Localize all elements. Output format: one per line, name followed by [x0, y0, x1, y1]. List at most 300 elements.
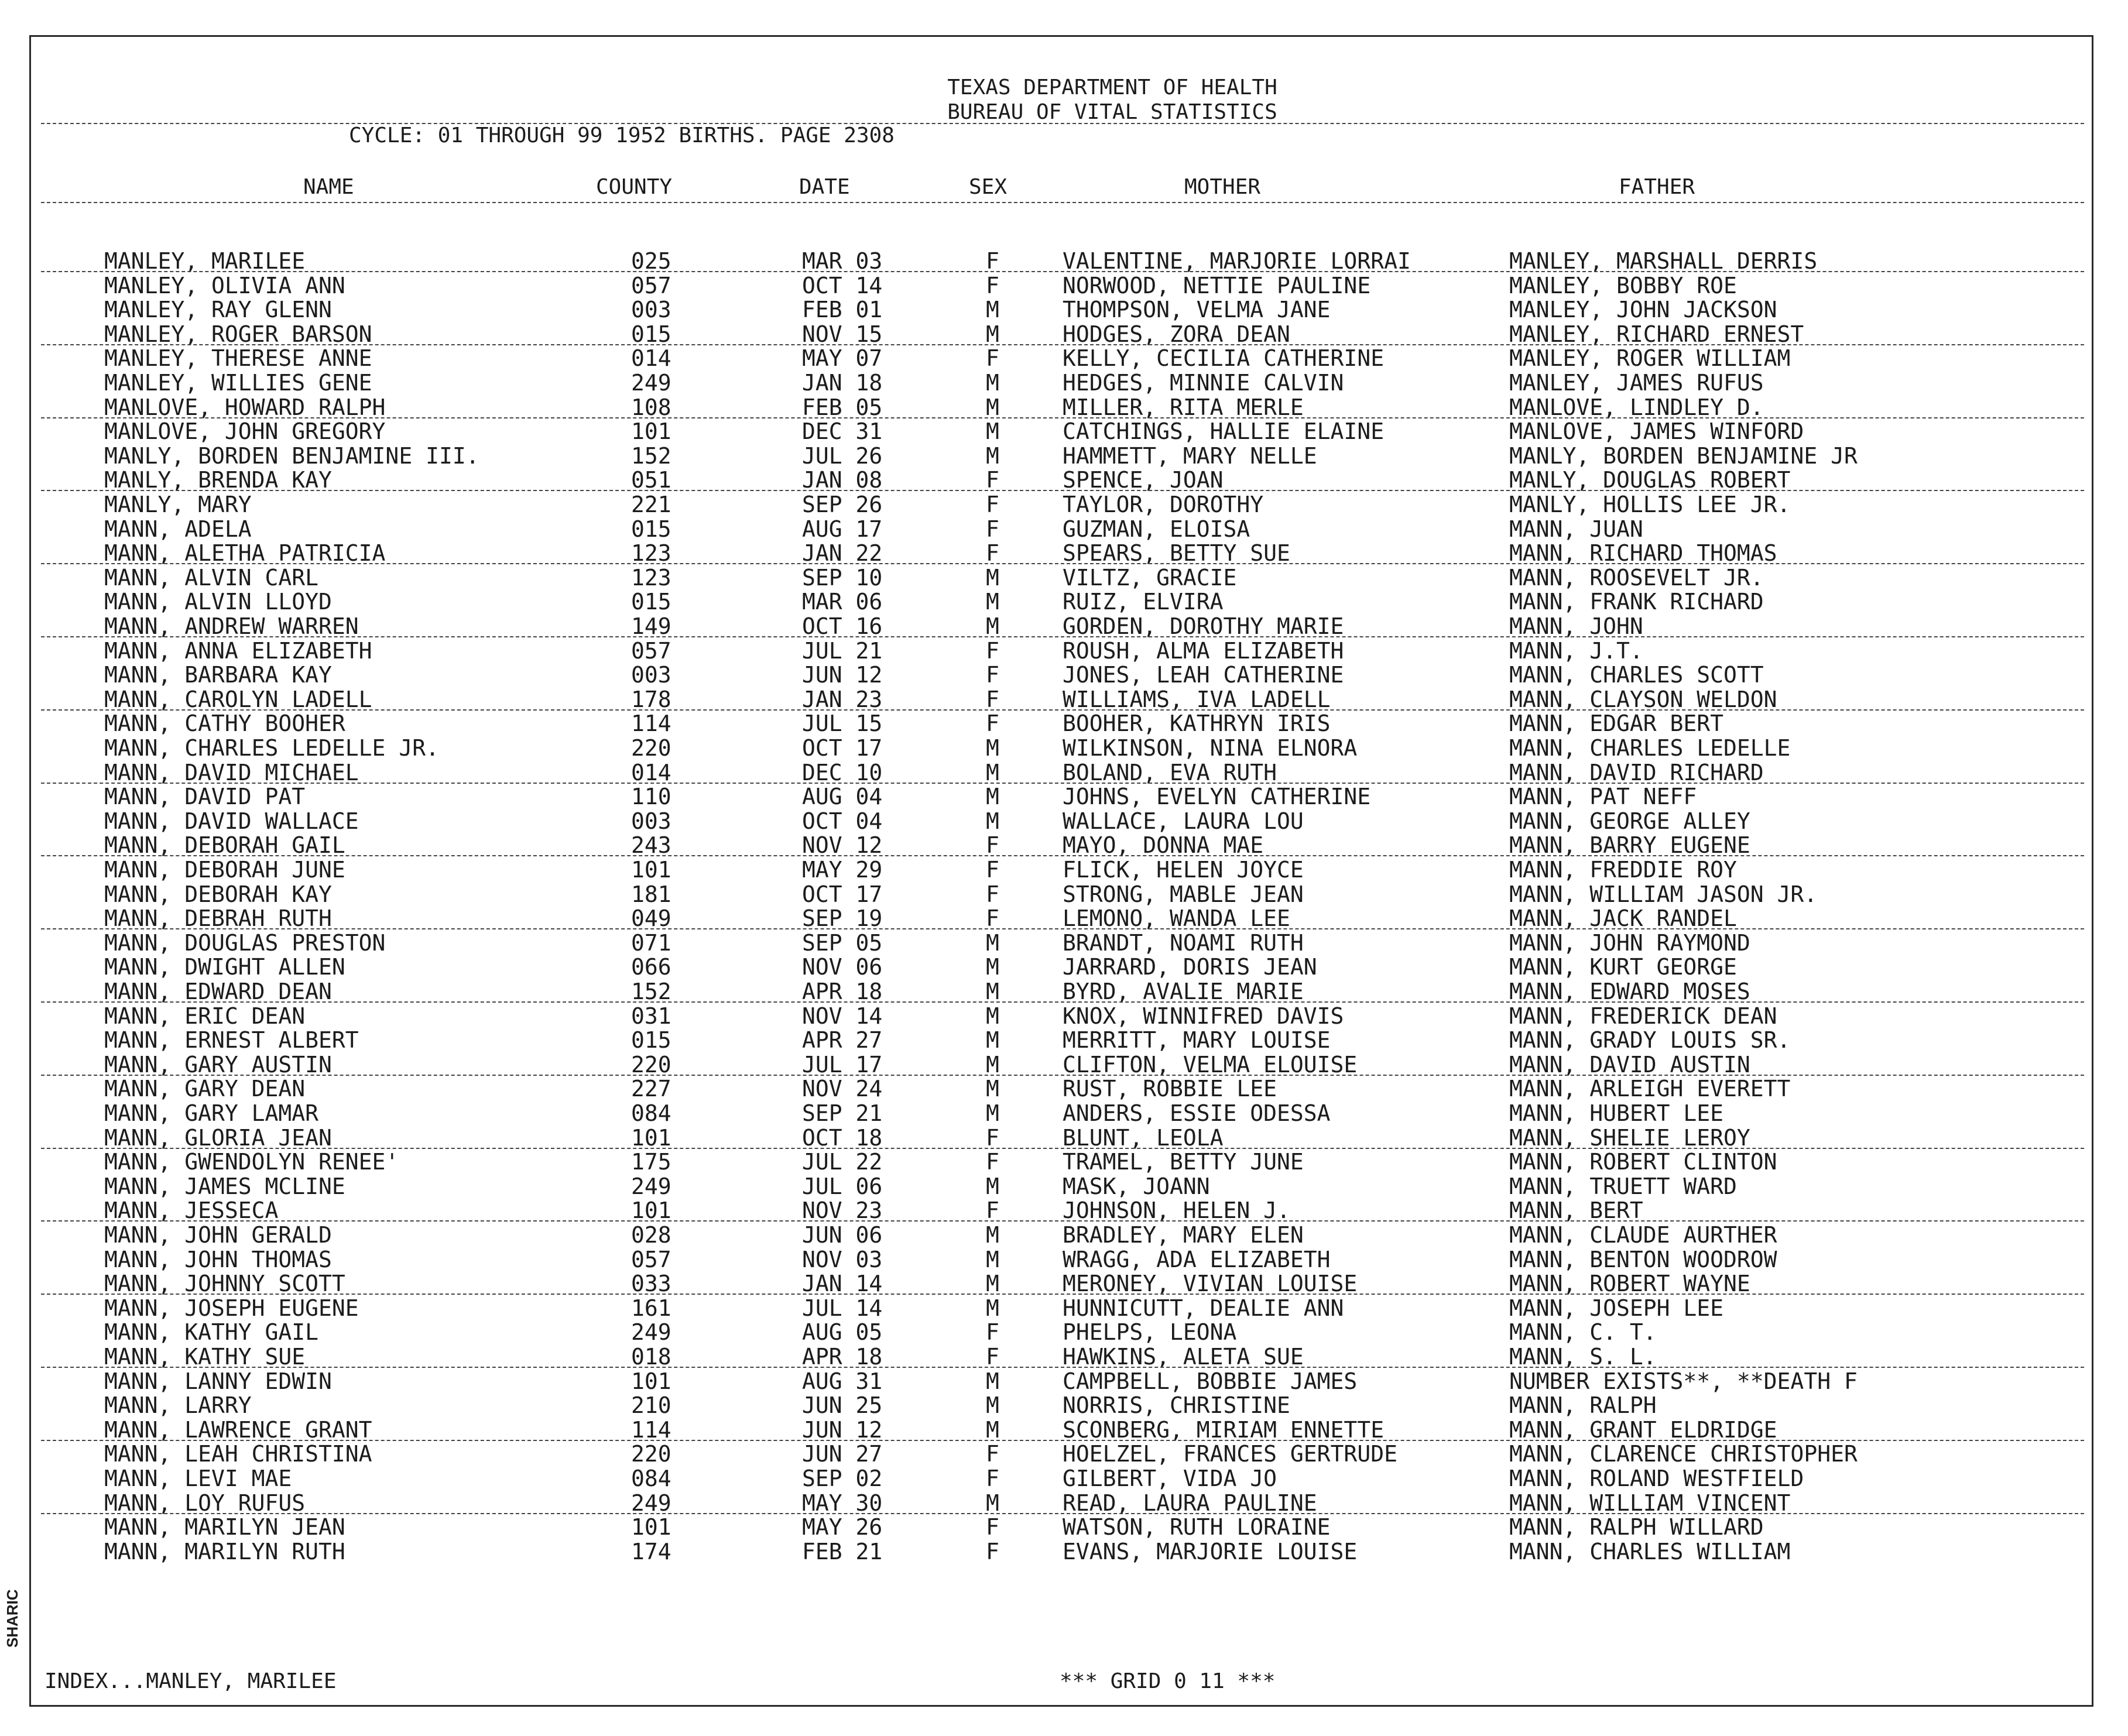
cell-sex: M: [986, 418, 999, 445]
cell-date: JUN 12: [802, 1416, 883, 1443]
cell-sex: F: [986, 1466, 999, 1491]
cell-father: MANN, RALPH WILLARD: [1509, 1514, 1764, 1541]
cell-date: AUG 04: [802, 784, 883, 810]
row-group-divider: [41, 636, 2084, 637]
cell-county: 101: [631, 1368, 671, 1394]
cell-date: JUL 17: [802, 1051, 883, 1078]
cell-name: MANN, MARILYN RUTH: [104, 1538, 345, 1565]
cell-county: 014: [631, 345, 671, 372]
cell-date: SEP 26: [802, 492, 883, 517]
cell-county: 003: [631, 808, 671, 834]
cell-county: 210: [631, 1392, 671, 1419]
cell-mother: PHELPS, LEONA: [1063, 1319, 1237, 1346]
cell-mother: RUST, ROBBIE LEE: [1063, 1076, 1277, 1102]
cell-father: MANLEY, RICHARD ERNEST: [1509, 321, 1804, 347]
cell-county: 014: [631, 759, 671, 785]
cell-name: MANN, EDWARD DEAN: [104, 979, 332, 1004]
cell-date: DEC 31: [802, 418, 883, 445]
table-row: [0, 1028, 2119, 1052]
table-row: [0, 1271, 2119, 1296]
cell-name: MANLY, MARY: [104, 492, 252, 517]
cell-sex: M: [986, 1027, 999, 1054]
cell-mother: ANDERS, ESSIE ODESSA: [1063, 1100, 1331, 1126]
cell-sex: M: [986, 1368, 999, 1394]
cell-father: MANN, ROBERT WAYNE: [1509, 1271, 1750, 1297]
cell-county: 249: [631, 1319, 671, 1346]
cell-mother: BLUNT, LEOLA: [1063, 1124, 1224, 1151]
cell-mother: JARRARD, DORIS JEAN: [1063, 954, 1317, 980]
cell-name: MANN, BARBARA KAY: [104, 662, 332, 688]
cell-sex: M: [986, 929, 999, 956]
cell-sex: F: [986, 857, 999, 883]
table-row: [0, 565, 2119, 590]
cell-name: MANN, DOUGLAS PRESTON: [104, 929, 386, 956]
cell-date: OCT 18: [802, 1124, 883, 1151]
table-row: [0, 711, 2119, 736]
cell-mother: WRAGG, ADA ELIZABETH: [1063, 1246, 1331, 1272]
table-row: [0, 784, 2119, 809]
cell-date: AUG 05: [802, 1319, 883, 1346]
table-row: [0, 1466, 2119, 1491]
table-row: [0, 1369, 2119, 1394]
cell-county: 114: [631, 1416, 671, 1443]
cell-sex: F: [986, 272, 999, 299]
cell-father: MANLY, BORDEN BENJAMINE JR: [1509, 442, 1858, 469]
cell-father: MANN, CLARENCE CHRISTOPHER: [1509, 1441, 1858, 1467]
table-row: [0, 639, 2119, 663]
table-row: [0, 322, 2119, 346]
row-group-divider: [41, 928, 2084, 929]
cell-county: 015: [631, 321, 671, 347]
cell-name: MANN, CHARLES LEDELLE JR.: [104, 735, 439, 761]
cell-father: NUMBER EXISTS**, **DEATH F: [1509, 1368, 1858, 1394]
cell-date: JAN 08: [802, 467, 883, 493]
table-row: [0, 1174, 2119, 1199]
cell-mother: JOHNS, EVELYN CATHERINE: [1063, 784, 1371, 810]
cell-date: JAN 23: [802, 686, 883, 712]
cell-sex: F: [986, 662, 999, 688]
cell-name: MANN, LANNY EDWIN: [104, 1368, 332, 1394]
cell-county: 152: [631, 442, 671, 469]
cell-father: MANN, BERT: [1509, 1198, 1643, 1224]
cell-date: JUN 06: [802, 1222, 883, 1248]
cell-name: MANN, DEBORAH JUNE: [104, 857, 345, 883]
cell-date: JUL 14: [802, 1295, 883, 1321]
cell-date: AUG 17: [802, 516, 883, 542]
cell-date: OCT 17: [802, 735, 883, 761]
cell-county: 018: [631, 1344, 671, 1370]
cell-mother: HAMMETT, MARY NELLE: [1063, 442, 1317, 469]
cell-date: NOV 23: [802, 1198, 883, 1224]
table-row: [0, 249, 2119, 273]
cell-father: MANLOVE, LINDLEY D.: [1509, 394, 1764, 420]
cell-father: MANN, JOHN: [1509, 613, 1643, 639]
cell-date: SEP 05: [802, 929, 883, 956]
cell-name: MANN, DAVID MICHAEL: [104, 759, 359, 785]
cell-date: MAR 06: [802, 589, 883, 615]
cell-mother: JOHNSON, HELEN J.: [1063, 1198, 1290, 1224]
cell-mother: STRONG, MABLE JEAN: [1063, 881, 1304, 907]
cell-sex: F: [986, 1319, 999, 1346]
cell-father: MANN, DAVID RICHARD: [1509, 759, 1764, 785]
cell-father: MANN, WILLIAM JASON JR.: [1509, 881, 1818, 907]
cell-date: JUL 26: [802, 442, 883, 469]
table-row: [0, 517, 2119, 541]
cell-sex: M: [986, 297, 999, 323]
cell-name: MANLEY, ROGER BARSON: [104, 321, 372, 347]
cell-county: 178: [631, 686, 671, 712]
table-row: [0, 346, 2119, 370]
cell-father: MANLEY, JAMES RUFUS: [1509, 370, 1764, 396]
cell-sex: M: [986, 564, 999, 591]
table-row: [0, 589, 2119, 614]
cell-date: DEC 10: [802, 759, 883, 785]
cell-county: 161: [631, 1295, 671, 1321]
cell-father: MANN, RICHARD THOMAS: [1509, 540, 1777, 567]
cell-date: MAY 30: [802, 1490, 883, 1516]
cell-mother: TAYLOR, DOROTHY: [1063, 492, 1264, 517]
cell-date: SEP 02: [802, 1466, 883, 1491]
table-row: [0, 1491, 2119, 1515]
cell-county: 108: [631, 394, 671, 420]
cell-date: MAY 29: [802, 857, 883, 883]
cell-date: JUN 27: [802, 1441, 883, 1467]
cell-mother: MILLER, RITA MERLE: [1063, 394, 1304, 420]
cell-sex: F: [986, 1344, 999, 1370]
cell-sex: F: [986, 1198, 999, 1224]
cell-county: 149: [631, 613, 671, 639]
cell-father: MANN, ROBERT CLINTON: [1509, 1149, 1777, 1175]
cell-father: MANN, J.T.: [1509, 637, 1643, 664]
table-row: [0, 882, 2119, 907]
cell-name: MANLY, BRENDA KAY: [104, 467, 332, 493]
table-row: [0, 1052, 2119, 1077]
table-row: [0, 541, 2119, 565]
cell-sex: F: [986, 832, 999, 859]
cell-name: MANN, DAVID PAT: [104, 784, 306, 810]
cell-date: OCT 17: [802, 881, 883, 907]
row-group-divider: [41, 1001, 2084, 1003]
cell-mother: MASK, JOANN: [1063, 1173, 1210, 1199]
cell-mother: TRAMEL, BETTY JUNE: [1063, 1149, 1304, 1175]
cell-sex: M: [986, 1490, 999, 1516]
cell-mother: EVANS, MARJORIE LOUISE: [1063, 1538, 1358, 1565]
cell-father: MANN, ROLAND WESTFIELD: [1509, 1466, 1804, 1491]
cell-county: 220: [631, 735, 671, 761]
cell-date: FEB 01: [802, 297, 883, 323]
cell-county: 015: [631, 1027, 671, 1054]
cell-mother: SCONBERG, MIRIAM ENNETTE: [1063, 1416, 1385, 1443]
cell-mother: BOOHER, KATHRYN IRIS: [1063, 711, 1331, 737]
cell-county: 071: [631, 929, 671, 956]
cell-sex: M: [986, 370, 999, 396]
cell-county: 220: [631, 1051, 671, 1078]
cell-father: MANLY, DOUGLAS ROBERT: [1509, 467, 1791, 493]
header-subtitle: BUREAU OF VITAL STATISTICS: [947, 100, 1277, 124]
table-row: [0, 1393, 2119, 1418]
cell-county: 084: [631, 1466, 671, 1491]
table-row: [0, 1126, 2119, 1150]
cell-date: MAR 03: [802, 248, 883, 274]
cell-county: 123: [631, 564, 671, 591]
cell-sex: M: [986, 1246, 999, 1272]
cell-date: NOV 14: [802, 1003, 883, 1029]
cell-mother: MERRITT, MARY LOUISE: [1063, 1027, 1331, 1054]
cell-mother: SPENCE, JOAN: [1063, 467, 1224, 493]
cell-name: MANN, GARY DEAN: [104, 1076, 306, 1102]
cell-name: MANN, JOSEPH EUGENE: [104, 1295, 359, 1321]
cell-sex: M: [986, 613, 999, 639]
cell-county: 003: [631, 662, 671, 688]
cell-mother: ROUSH, ALMA ELIZABETH: [1063, 637, 1344, 664]
cell-mother: GUZMAN, ELOISA: [1063, 516, 1250, 542]
cell-sex: F: [986, 1149, 999, 1175]
cell-father: MANLOVE, JAMES WINFORD: [1509, 418, 1804, 445]
table-row: [0, 1539, 2119, 1564]
cell-county: 123: [631, 540, 671, 567]
cell-father: MANN, RALPH: [1509, 1392, 1657, 1419]
cell-date: JAN 14: [802, 1271, 883, 1297]
table-row: [0, 931, 2119, 955]
cell-sex: M: [986, 589, 999, 615]
cell-county: 057: [631, 637, 671, 664]
cell-father: MANN, JOHN RAYMOND: [1509, 929, 1750, 956]
cell-county: 003: [631, 297, 671, 323]
cell-date: NOV 06: [802, 954, 883, 980]
cell-father: MANLY, HOLLIS LEE JR.: [1509, 492, 1791, 517]
cell-mother: HEDGES, MINNIE CALVIN: [1063, 370, 1344, 396]
cell-sex: F: [986, 1538, 999, 1565]
cell-sex: M: [986, 1173, 999, 1199]
cell-father: MANN, PAT NEFF: [1509, 784, 1697, 810]
header-title: TEXAS DEPARTMENT OF HEALTH: [947, 76, 1277, 100]
cell-name: MANLY, BORDEN BENJAMINE III.: [104, 442, 479, 469]
cell-father: MANLEY, MARSHALL DERRIS: [1509, 248, 1818, 274]
table-row: [0, 687, 2119, 712]
cell-sex: F: [986, 881, 999, 907]
cell-name: MANN, JOHNNY SCOTT: [104, 1271, 345, 1297]
cell-father: MANLEY, BOBBY ROE: [1509, 272, 1737, 299]
cell-county: 015: [631, 516, 671, 542]
table-row: [0, 906, 2119, 931]
table-row: [0, 1076, 2119, 1101]
cell-name: MANN, ALETHA PATRICIA: [104, 540, 386, 567]
column-header-divider: [41, 202, 2084, 203]
cell-father: MANN, FREDERICK DEAN: [1509, 1003, 1777, 1029]
table-row: [0, 1296, 2119, 1320]
table-row: [0, 1247, 2119, 1272]
cell-county: 031: [631, 1003, 671, 1029]
cell-date: JUL 06: [802, 1173, 883, 1199]
cell-mother: CLIFTON, VELMA ELOUISE: [1063, 1051, 1358, 1078]
table-row: [0, 468, 2119, 492]
cell-mother: VALENTINE, MARJORIE LORRAI: [1063, 248, 1411, 274]
cell-father: MANN, S. L.: [1509, 1344, 1657, 1370]
cell-sex: F: [986, 492, 999, 517]
cell-name: MANN, ANDREW WARREN: [104, 613, 359, 639]
cell-sex: M: [986, 1100, 999, 1126]
table-row: [0, 736, 2119, 760]
cell-mother: MAYO, DONNA MAE: [1063, 832, 1264, 859]
cell-county: 066: [631, 954, 671, 980]
cell-sex: M: [986, 1271, 999, 1297]
cell-county: 175: [631, 1149, 671, 1175]
cell-date: OCT 14: [802, 272, 883, 299]
table-row: [0, 760, 2119, 785]
col-header-date: DATE: [799, 175, 850, 199]
cycle-line: CYCLE: 01 THROUGH 99 1952 BIRTHS. PAGE 2308: [349, 123, 895, 147]
cell-father: MANN, EDGAR BERT: [1509, 711, 1724, 737]
col-header-mother: MOTHER: [1184, 175, 1261, 199]
cell-sex: M: [986, 1076, 999, 1102]
cell-sex: F: [986, 905, 999, 932]
cell-name: MANN, LEVI MAE: [104, 1466, 292, 1491]
cell-mother: FLICK, HELEN JOYCE: [1063, 857, 1304, 883]
cell-father: MANN, CHARLES WILLIAM: [1509, 1538, 1791, 1565]
cell-county: 174: [631, 1538, 671, 1565]
cell-county: 221: [631, 492, 671, 517]
cell-mother: SPEARS, BETTY SUE: [1063, 540, 1290, 567]
cell-name: MANLEY, MARILEE: [104, 248, 306, 274]
cell-sex: M: [986, 808, 999, 834]
cell-date: OCT 04: [802, 808, 883, 834]
cell-name: MANN, DEBRAH RUTH: [104, 905, 332, 932]
cell-sex: F: [986, 467, 999, 493]
cell-county: 114: [631, 711, 671, 737]
table-row: [0, 1198, 2119, 1223]
cell-county: 101: [631, 857, 671, 883]
cell-mother: RUIZ, ELVIRA: [1063, 589, 1224, 615]
cell-name: MANN, KATHY GAIL: [104, 1319, 319, 1346]
cell-father: MANN, CHARLES LEDELLE: [1509, 735, 1791, 761]
footer-index: INDEX...MANLEY, MARILEE: [44, 1669, 337, 1693]
cell-county: 101: [631, 1514, 671, 1541]
cell-date: JUL 22: [802, 1149, 883, 1175]
cell-date: MAY 07: [802, 345, 883, 372]
cell-father: MANN, WILLIAM VINCENT: [1509, 1490, 1791, 1516]
cell-name: MANN, GWENDOLYN RENEE': [104, 1149, 399, 1175]
col-header-county: COUNTY: [596, 175, 673, 199]
cell-date: NOV 12: [802, 832, 883, 859]
cell-date: JUL 21: [802, 637, 883, 664]
cell-mother: JONES, LEAH CATHERINE: [1063, 662, 1344, 688]
cell-date: OCT 16: [802, 613, 883, 639]
cell-date: NOV 15: [802, 321, 883, 347]
cell-county: 110: [631, 784, 671, 810]
cell-mother: KELLY, CECILIA CATHERINE: [1063, 345, 1385, 372]
cell-county: 051: [631, 467, 671, 493]
cell-name: MANN, ANNA ELIZABETH: [104, 637, 372, 664]
cell-county: 243: [631, 832, 671, 859]
cell-name: MANN, JOHN GERALD: [104, 1222, 332, 1248]
cell-father: MANN, CLAUDE AURTHER: [1509, 1222, 1777, 1248]
cell-county: 227: [631, 1076, 671, 1102]
table-row: [0, 955, 2119, 979]
cell-date: SEP 10: [802, 564, 883, 591]
cell-date: FEB 21: [802, 1538, 883, 1565]
cell-county: 181: [631, 881, 671, 907]
table-row: [0, 1320, 2119, 1344]
cell-sex: M: [986, 735, 999, 761]
cell-mother: WILKINSON, NINA ELNORA: [1063, 735, 1358, 761]
cell-date: NOV 03: [802, 1246, 883, 1272]
cell-name: MANN, JAMES MCLINE: [104, 1173, 345, 1199]
cell-name: MANLEY, WILLIES GENE: [104, 370, 372, 396]
cell-sex: F: [986, 345, 999, 372]
cell-sex: M: [986, 954, 999, 980]
table-row: [0, 1442, 2119, 1466]
table-row: [0, 1101, 2119, 1126]
table-row: [0, 614, 2119, 639]
cell-father: MANN, ARLEIGH EVERETT: [1509, 1076, 1791, 1102]
cell-county: 101: [631, 1198, 671, 1224]
table-row: [0, 1344, 2119, 1369]
cell-name: MANN, JESSECA: [104, 1198, 279, 1224]
cell-father: MANN, BARRY EUGENE: [1509, 832, 1750, 859]
cell-date: FEB 05: [802, 394, 883, 420]
cell-sex: M: [986, 1416, 999, 1443]
cell-mother: NORRIS, CHRISTINE: [1063, 1392, 1290, 1419]
col-header-name: NAME: [303, 175, 354, 199]
cell-father: MANN, C. T.: [1509, 1319, 1657, 1346]
cell-name: MANLOVE, JOHN GREGORY: [104, 418, 386, 445]
table-row: [0, 833, 2119, 857]
cell-father: MANLEY, ROGER WILLIAM: [1509, 345, 1791, 372]
cell-county: 220: [631, 1441, 671, 1467]
table-row: [0, 1004, 2119, 1028]
cell-date: APR 27: [802, 1027, 883, 1054]
cell-name: MANLOVE, HOWARD RALPH: [104, 394, 386, 420]
cell-date: JUN 12: [802, 662, 883, 688]
table-row: [0, 809, 2119, 833]
cell-name: MANN, ERNEST ALBERT: [104, 1027, 359, 1054]
cell-date: AUG 31: [802, 1368, 883, 1394]
cell-father: MANN, JUAN: [1509, 516, 1643, 542]
cell-county: 025: [631, 248, 671, 274]
cell-mother: CATCHINGS, HALLIE ELAINE: [1063, 418, 1385, 445]
cell-county: 249: [631, 370, 671, 396]
cell-sex: M: [986, 1295, 999, 1321]
cell-name: MANN, KATHY SUE: [104, 1344, 306, 1370]
cell-name: MANN, DWIGHT ALLEN: [104, 954, 345, 980]
cell-father: MANN, HUBERT LEE: [1509, 1100, 1724, 1126]
cell-father: MANLEY, JOHN JACKSON: [1509, 297, 1777, 323]
cell-date: APR 18: [802, 979, 883, 1004]
table-row: [0, 395, 2119, 420]
cell-name: MANN, CAROLYN LADELL: [104, 686, 372, 712]
cell-name: MANN, MARILYN JEAN: [104, 1514, 345, 1541]
cell-name: MANN, GLORIA JEAN: [104, 1124, 332, 1151]
cell-mother: BRADLEY, MARY ELEN: [1063, 1222, 1304, 1248]
cell-father: MANN, GRADY LOUIS SR.: [1509, 1027, 1791, 1054]
cell-sex: F: [986, 1124, 999, 1151]
cell-county: 049: [631, 905, 671, 932]
cell-father: MANN, ROOSEVELT JR.: [1509, 564, 1764, 591]
row-group-divider: [41, 1294, 2084, 1295]
cell-father: MANN, GRANT ELDRIDGE: [1509, 1416, 1777, 1443]
cell-county: 249: [631, 1173, 671, 1199]
cell-sex: M: [986, 784, 999, 810]
cell-sex: M: [986, 1222, 999, 1248]
cell-father: MANN, JOSEPH LEE: [1509, 1295, 1724, 1321]
table-row: [0, 1150, 2119, 1174]
cell-mother: MERONEY, VIVIAN LOUISE: [1063, 1271, 1358, 1297]
cell-date: NOV 24: [802, 1076, 883, 1102]
cell-name: MANLEY, RAY GLENN: [104, 297, 332, 323]
cell-mother: VILTZ, GRACIE: [1063, 564, 1237, 591]
cell-date: MAY 26: [802, 1514, 883, 1541]
cell-county: 084: [631, 1100, 671, 1126]
